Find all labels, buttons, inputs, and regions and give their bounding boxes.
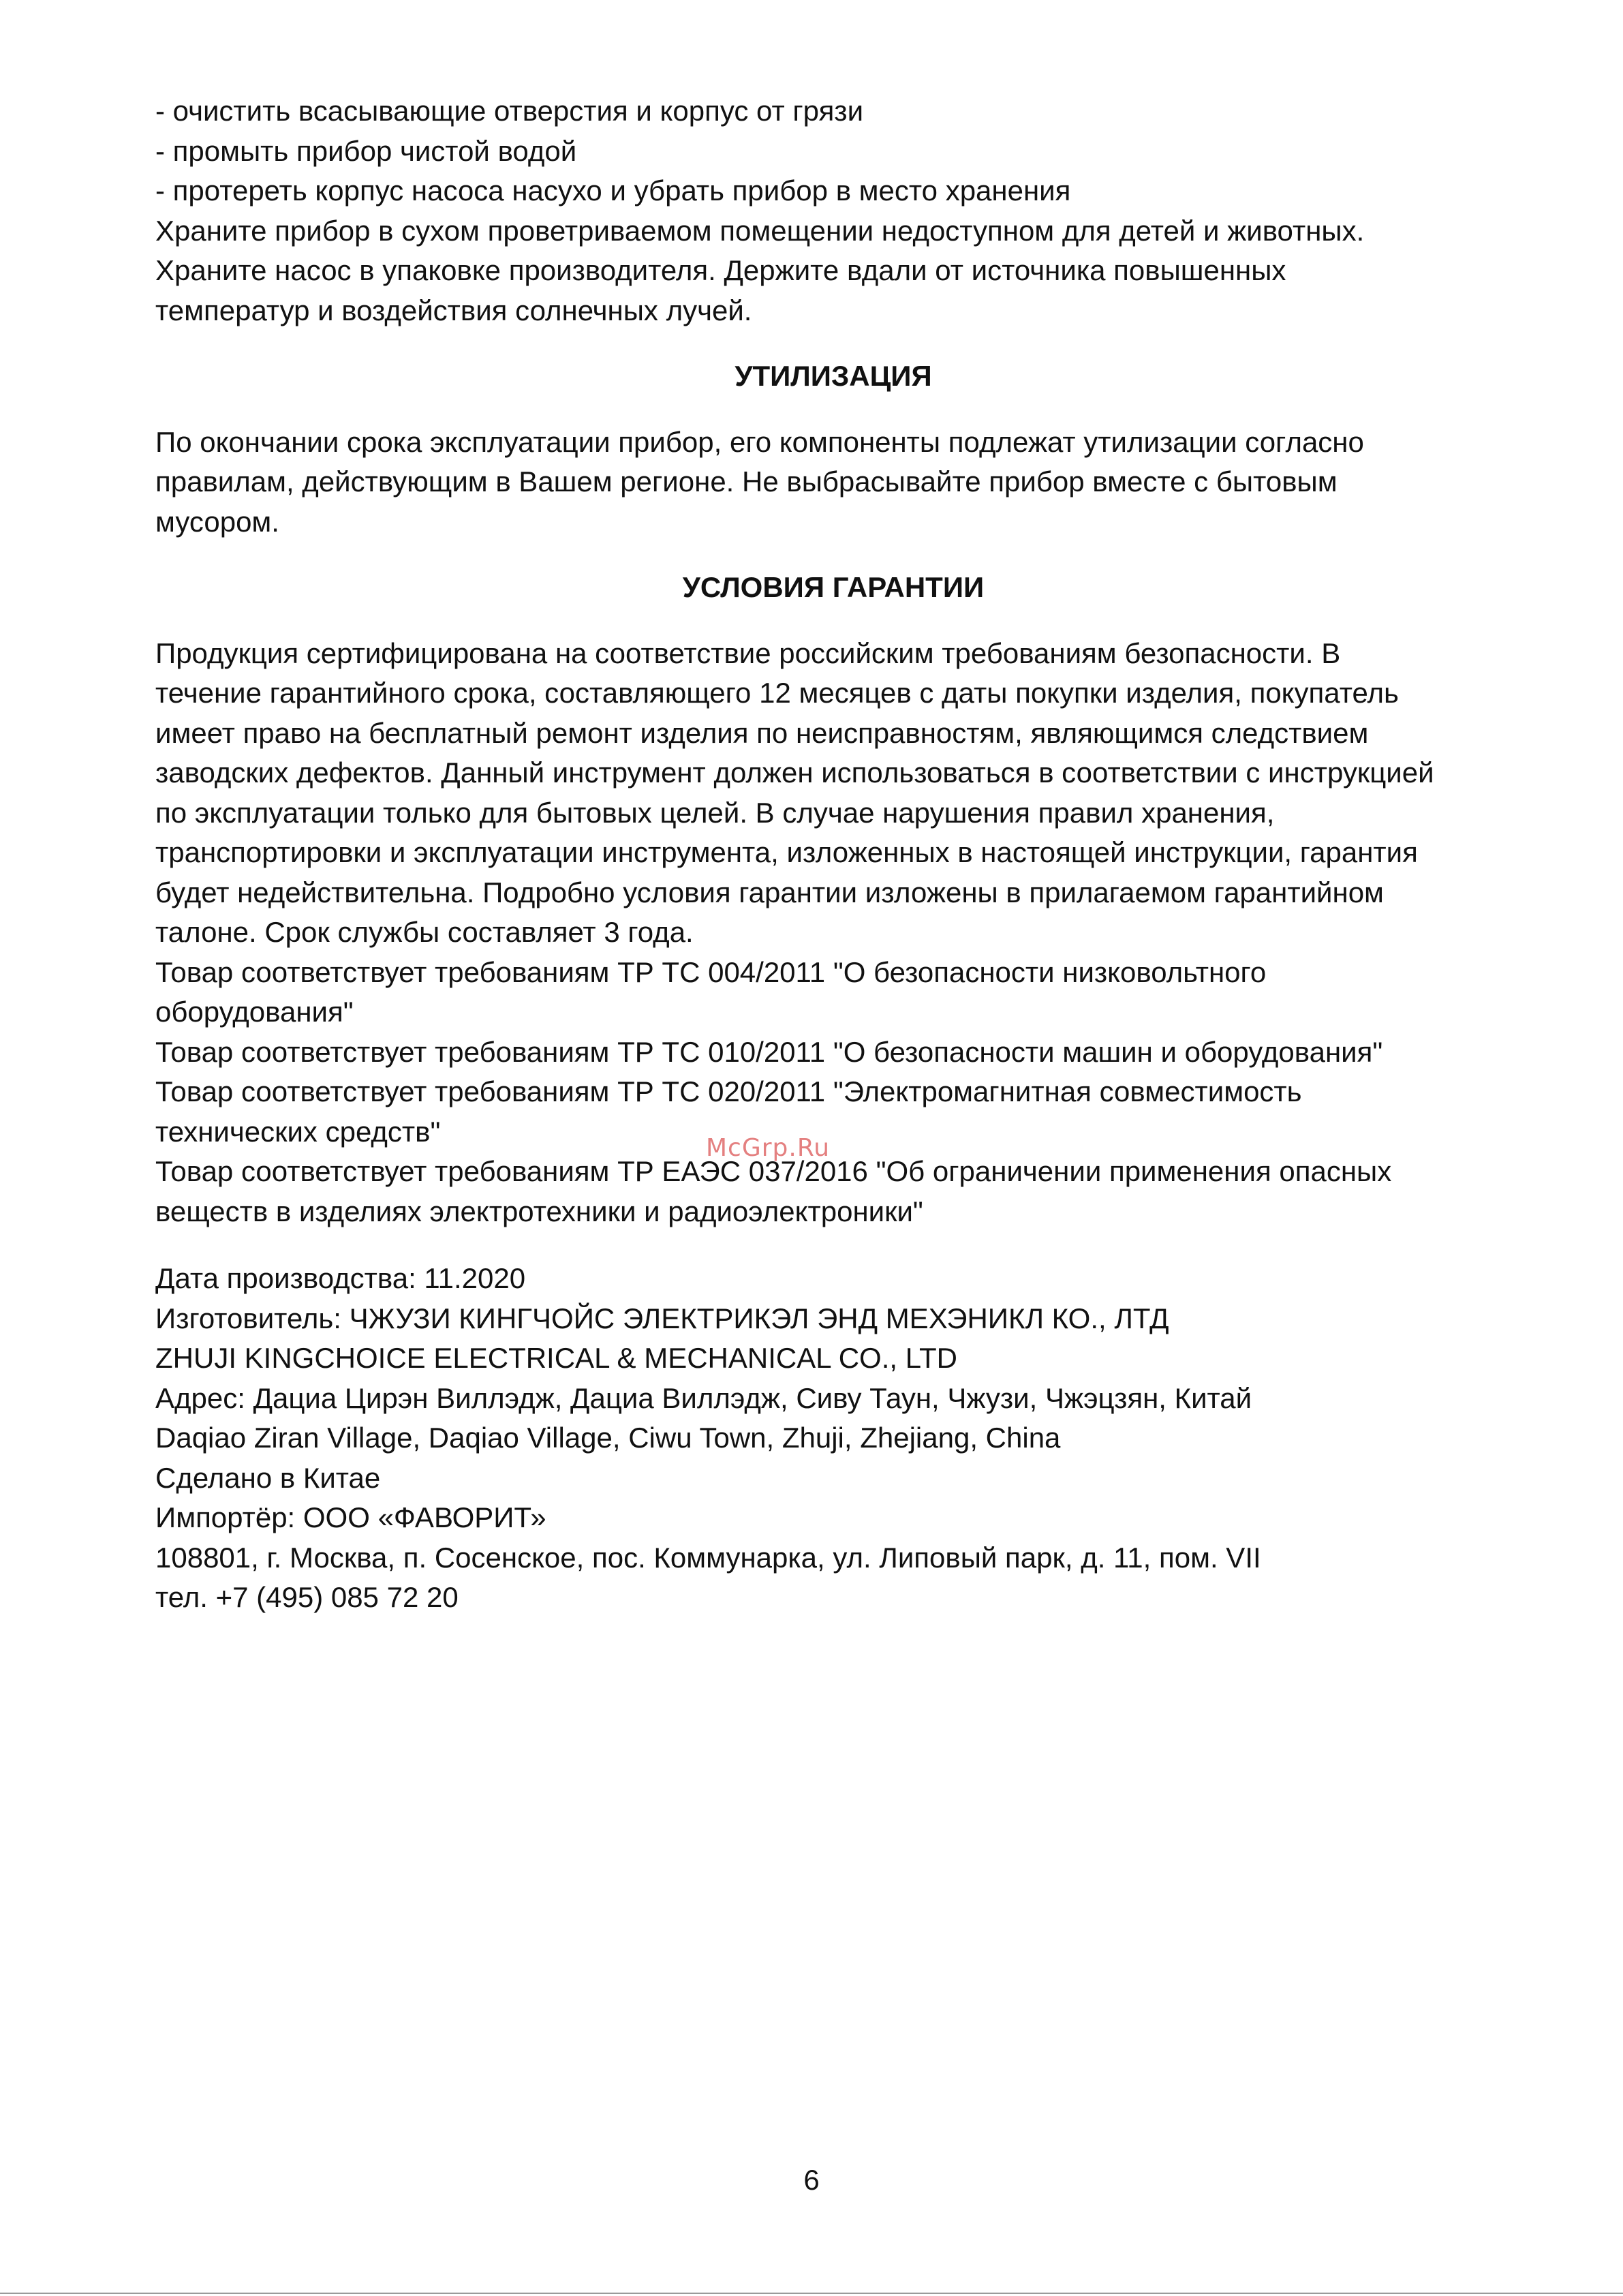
- importer-name: Импортёр: ООО «ФАВОРИТ»: [155, 1501, 546, 1533]
- care-line: температур и воздействия солнечных лучей.: [155, 294, 752, 326]
- warranty-line: будет недействительна. Подробно условия гарантии изложены в прилагаемом гарантийном: [155, 876, 1384, 908]
- regulation-line: технических средств": [155, 1115, 441, 1148]
- page-bottom-border: [0, 2293, 1623, 2294]
- warranty-line: имеет право на бесплатный ремонт изделия по неисправностям, являющимся следствием: [155, 716, 1369, 749]
- warranty-line: по эксплуатации только для бытовых целей. В случае нарушения правил хранения,: [155, 796, 1275, 829]
- regulation-line: Товар соответствует требованиям ТР ТС 020/2011 "Электромагнитная совместимость: [155, 1075, 1302, 1107]
- utilization-line: По окончании срока эксплуатации прибор, его компоненты подлежат утилизации согласно: [155, 425, 1364, 458]
- document-page: [155, 91, 1511, 1618]
- manufacturer-name-en: ZHUJI KINGCHOICE ELECTRICAL & MECHANICAL CO., LTD: [155, 1342, 957, 1374]
- warranty-heading: УСЛОВИЯ ГАРАНТИИ: [682, 571, 985, 603]
- care-line: - промыть прибор чистой водой: [155, 134, 577, 167]
- manufacturer-name-ru: Изготовитель: ЧЖУЗИ КИНГЧОЙС ЭЛЕКТРИКЭЛ ЭНД МЕХЭНИКЛ КО., ЛТД: [155, 1302, 1169, 1334]
- page-number: 6: [803, 2164, 820, 2196]
- care-line: Храните прибор в сухом проветриваемом помещении недоступном для детей и животных.: [155, 214, 1365, 247]
- regulation-line: Товар соответствует требованиям ТР ЕАЭС 037/2016 "Об ограничении применения опасных: [155, 1155, 1392, 1187]
- importer-address: 108801, г. Москва, п. Сосенское, пос. Коммунарка, ул. Липовый парк, д. 11, пом. VII: [155, 1541, 1261, 1574]
- warranty-line: талоне. Срок службы составляет 3 года.: [155, 916, 694, 948]
- country-of-origin: Сделано в Китае: [155, 1461, 381, 1494]
- manufacturer-address-en: Daqiao Ziran Village, Daqiao Village, Ciwu Town, Zhuji, Zhejiang, China: [155, 1422, 1061, 1454]
- regulation-line: Товар соответствует требованиям ТР ТС 010/2011 "О безопасности машин и оборудования": [155, 1035, 1383, 1068]
- utilization-heading: УТИЛИЗАЦИЯ: [735, 360, 932, 392]
- care-line: Храните насос в упаковке производителя. Держите вдали от источника повышенных: [155, 254, 1286, 286]
- warranty-paragraph: [155, 634, 1511, 1232]
- utilization-paragraph: [155, 423, 1511, 542]
- manufacturer-address-ru: Адрес: Дациа Цирэн Виллэдж, Дациа Виллэдж, Сиву Таун, Чжузи, Чжэцзян, Китай: [155, 1381, 1252, 1414]
- warranty-line: транспортировки и эксплуатации инструмента, изложенных в настоящей инструкции, гарантия: [155, 836, 1418, 868]
- production-date: Дата производства: 11.2020: [155, 1262, 526, 1294]
- care-line: - очистить всасывающие отверстия и корпус от грязи: [155, 95, 864, 127]
- warranty-line: течение гарантийного срока, составляющего 12 месяцев с даты покупки изделия, покупатель: [155, 677, 1399, 709]
- warranty-line: заводских дефектов. Данный инструмент должен использоваться в соответствии с инструкцией: [155, 756, 1434, 789]
- utilization-line: мусором.: [155, 505, 279, 538]
- regulation-line: Товар соответствует требованиям ТР ТС 004/2011 "О безопасности низковольтного: [155, 955, 1267, 988]
- utilization-line: правилам, действующим в Вашем регионе. Не выбрасывайте прибор вместе с бытовым: [155, 465, 1338, 498]
- regulation-line: оборудования": [155, 996, 354, 1028]
- regulation-line: веществ в изделиях электротехники и радиоэлектроники": [155, 1195, 923, 1227]
- warranty-line: Продукция сертифицирована на соответствие российским требованиям безопасности. В: [155, 637, 1341, 669]
- importer-phone: тел. +7 (495) 085 72 20: [155, 1581, 459, 1613]
- care-line: - протереть корпус насоса насухо и убрать прибор в место хранения: [155, 174, 1071, 206]
- care-instructions: [155, 91, 1511, 331]
- manufacturer-info: [155, 1259, 1511, 1618]
- watermark: McGrp.Ru: [706, 1134, 831, 1162]
